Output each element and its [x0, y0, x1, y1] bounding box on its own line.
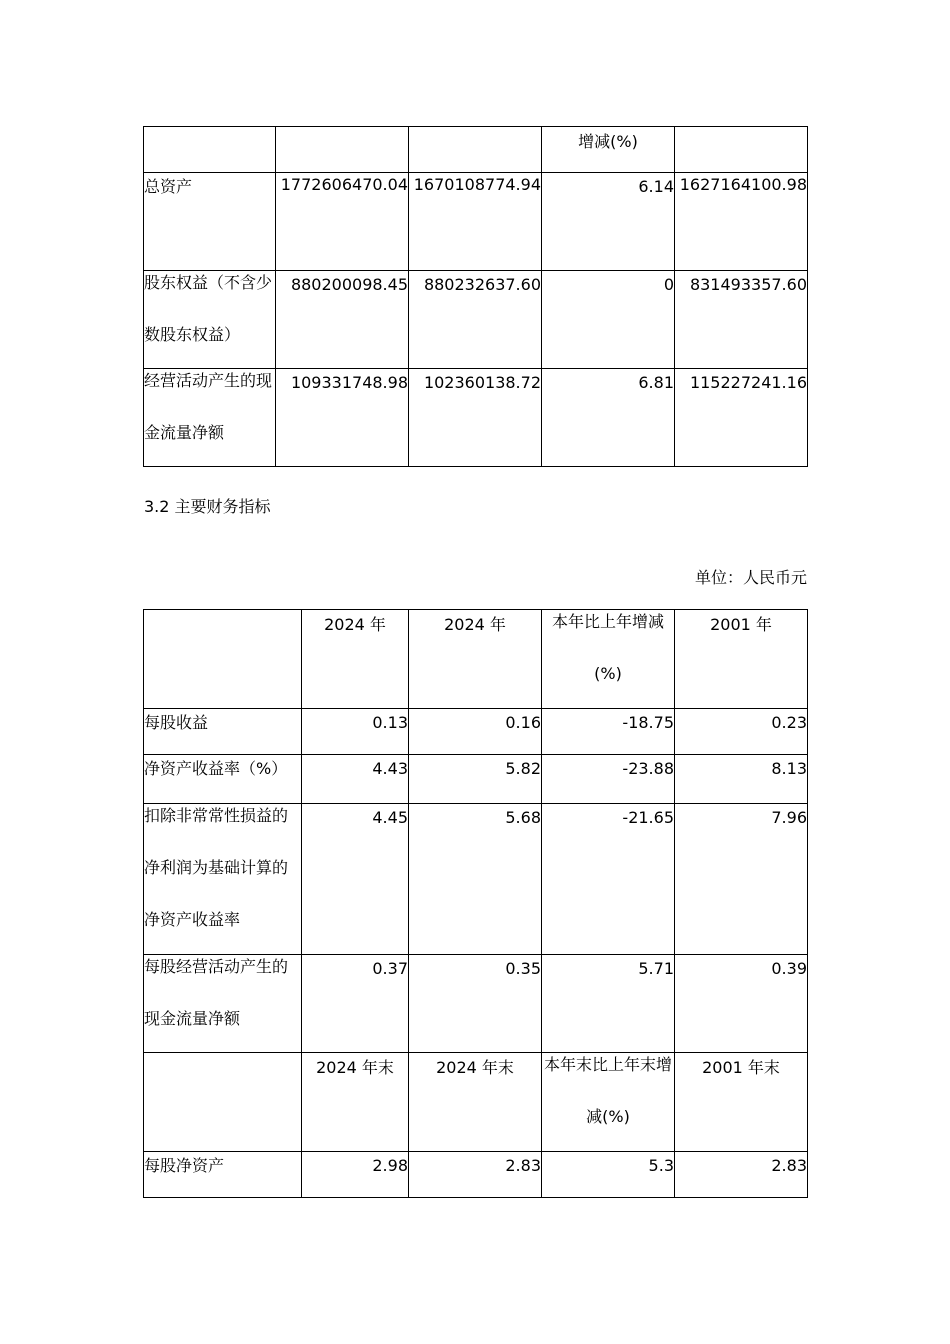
cell-value: -21.65 — [542, 804, 675, 955]
cell-text: 扣除非常常性损益的净利润为基础计算的净资产收益率 — [144, 806, 289, 929]
row-label — [144, 271, 276, 369]
table-row — [144, 804, 808, 955]
balance-summary-table — [143, 126, 808, 467]
cell-text: 1772606470.04 — [280, 175, 408, 194]
cell-text: 每股经营活动产生的现金流量净额 — [144, 957, 289, 1028]
header-cell — [144, 610, 302, 709]
cell-value: 102360138.72 — [409, 369, 542, 467]
cell-value: 0.35 — [409, 955, 542, 1053]
table-header-row — [144, 610, 808, 709]
row-label — [144, 804, 302, 955]
table-row — [144, 709, 808, 755]
header-cell — [409, 127, 542, 173]
cell-text: 1670108774.94 — [413, 175, 541, 194]
cell-value — [409, 173, 542, 271]
cell-value: 5.82 — [409, 755, 542, 804]
financial-indicators-table — [143, 609, 808, 1198]
header-cell — [144, 127, 276, 173]
cell-value: 2.83 — [675, 1152, 808, 1198]
header-cell — [144, 1053, 302, 1152]
header-cell — [675, 127, 808, 173]
cell-text: 经营活动产生的现金流量净额 — [144, 371, 273, 442]
cell-value: 0 — [542, 271, 675, 369]
table-row — [144, 755, 808, 804]
cell-value: 6.81 — [542, 369, 675, 467]
cell-value: 8.13 — [675, 755, 808, 804]
cell-value: 4.45 — [302, 804, 409, 955]
header-cell: 2001 年末 — [675, 1053, 808, 1152]
cell-value: 5.3 — [542, 1152, 675, 1198]
row-label: 每股收益 — [144, 709, 302, 755]
header-cell: 2024 年 — [409, 610, 542, 709]
row-label: 每股净资产 — [144, 1152, 302, 1198]
cell-value: 0.13 — [302, 709, 409, 755]
unit-label: 单位：人民币元 — [694, 568, 807, 587]
cell-value: 5.68 — [409, 804, 542, 955]
cell-text: 1627164100.98 — [679, 175, 807, 194]
table-row — [144, 1152, 808, 1198]
cell-value: 6.14 — [542, 173, 675, 271]
cell-value: 7.96 — [675, 804, 808, 955]
cell-value: 4.43 — [302, 755, 409, 804]
cell-value: -23.88 — [542, 755, 675, 804]
cell-value — [675, 173, 808, 271]
table-header-row — [144, 1053, 808, 1152]
header-cell — [276, 127, 409, 173]
cell-value: 880200098.45 — [276, 271, 409, 369]
table-row — [144, 173, 808, 271]
cell-value: 5.71 — [542, 955, 675, 1053]
table-header-row — [144, 127, 808, 173]
cell-text: 本年比上年增减(%) — [551, 612, 664, 683]
header-cell — [542, 1053, 675, 1152]
cell-value: 0.37 — [302, 955, 409, 1053]
row-label — [144, 955, 302, 1053]
cell-value: 2.98 — [302, 1152, 409, 1198]
cell-value: 2.83 — [409, 1152, 542, 1198]
cell-text: 本年末比上年末增减(%) — [544, 1055, 673, 1126]
cell-value: 115227241.16 — [675, 369, 808, 467]
cell-value: -18.75 — [542, 709, 675, 755]
header-cell: 2024 年末 — [302, 1053, 409, 1152]
row-label — [144, 369, 276, 467]
cell-value — [276, 173, 409, 271]
header-cell: 增减(%) — [542, 127, 675, 173]
header-cell — [542, 610, 675, 709]
header-cell: 2001 年 — [675, 610, 808, 709]
table-row — [144, 271, 808, 369]
table-row — [144, 955, 808, 1053]
cell-value: 109331748.98 — [276, 369, 409, 467]
cell-value: 0.16 — [409, 709, 542, 755]
cell-value: 0.39 — [675, 955, 808, 1053]
cell-value: 0.23 — [675, 709, 808, 755]
header-cell: 2024 年末 — [409, 1053, 542, 1152]
header-cell: 2024 年 — [302, 610, 409, 709]
row-label: 净资产收益率（%） — [144, 755, 302, 804]
table-row — [144, 369, 808, 467]
row-label: 总资产 — [144, 173, 276, 271]
cell-value: 880232637.60 — [409, 271, 542, 369]
cell-value: 831493357.60 — [675, 271, 808, 369]
section-heading: 3.2 主要财务指标 — [144, 497, 271, 516]
cell-text: 股东权益（不含少数股东权益） — [144, 273, 273, 344]
